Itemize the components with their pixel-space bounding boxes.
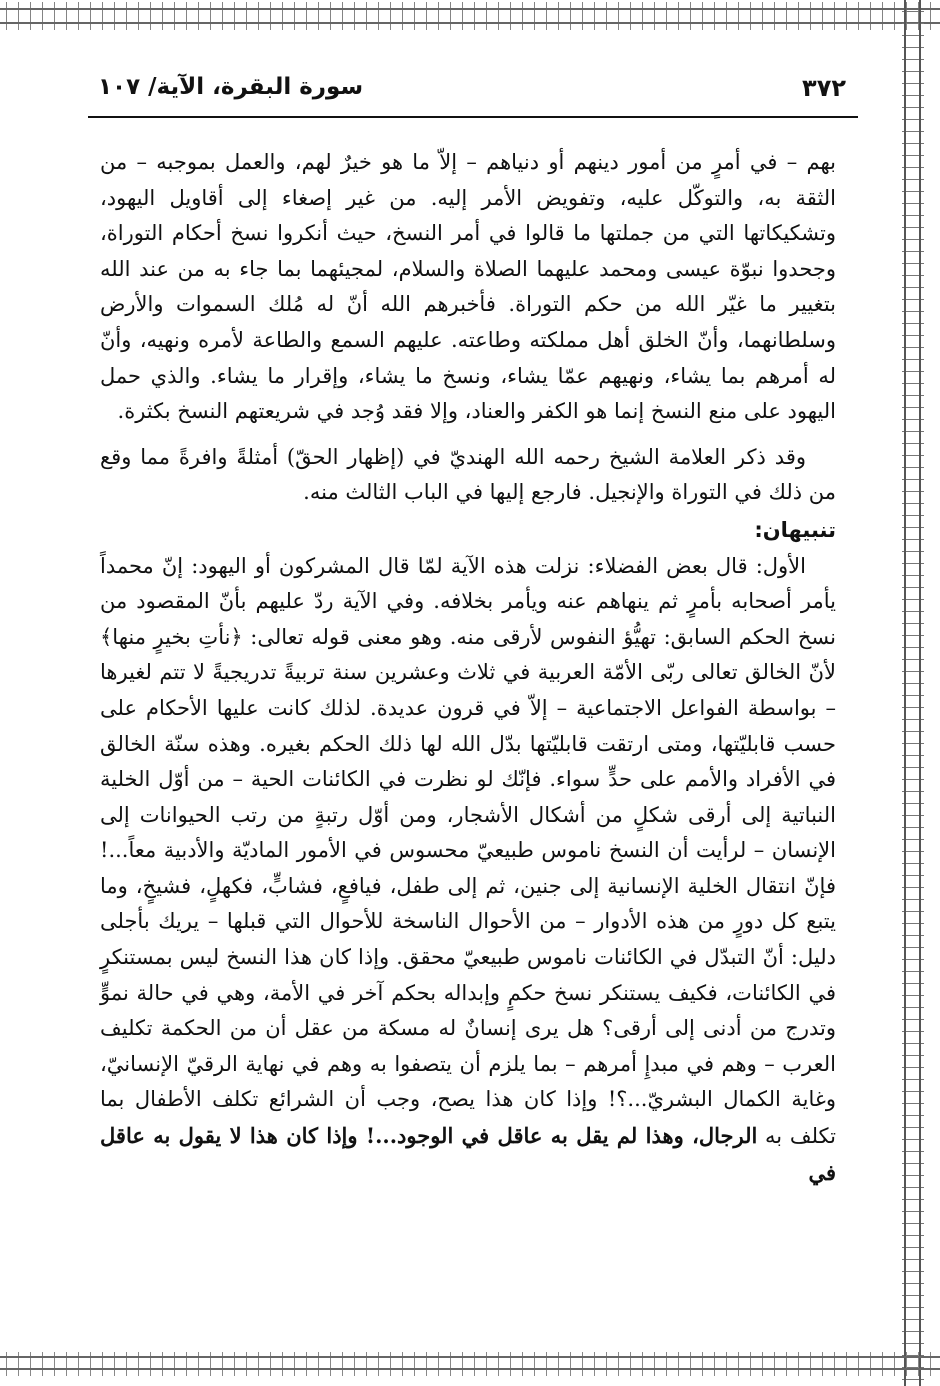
page-header: [88, 70, 858, 118]
paragraph-3: [100, 549, 836, 1192]
page-body: [100, 145, 836, 1191]
decorative-bottom-border: [0, 1352, 940, 1376]
decorative-right-border: [902, 0, 924, 1386]
paragraph-3-text: الأول: قال بعض الفضلاء: نزلت هذه الآية لمّا قال المشركون أو اليهود: إنّ محمداً يأمر أصحابه بأمرٍ ثم ينهاهم عنه ويأمر بخلافه. وفي الآية ردّ عليهم بأنّ المقصود من نسخ الحكم السابق: تهيُّؤ النفوس لأرقى منه. وهو معنى قوله تعالى: ﴿نأتِ بخيرٍ منها﴾ لأنّ الخالق تعالى ربّى الأمّة العربية في ثلاث وعشرين سنة تربيةً تدريجيةً لا تتم لغيرها – بواسطة الفواعل الاجتماعية – إلاّ في قرون عديدة. لذلك كانت عليها الأحكام على حسب قابليّتها، ومتى ارتقت قابليّتها بدّل الله لها ذلك الحكم بغيره. وهذه سنّة الخالق في الأفراد والأمم على حدٍّ سواء. فإنّك لو نظرت في الكائنات الحية – من أوّل الخلية النباتية إلى أرقى شكلٍ من أشكال الأشجار، ومن أوّل رتبةٍ من رتب الحيوانات إلى الإنسان – لرأيت أن النسخ ناموس طبيعيّ محسوس في الأمور الماديّة والأدبية معاً...! فإنّ انتقال الخلية الإنسانية إلى جنين، ثم إلى طفل، فيافعٍ، فشابٍّ، فكهلٍ، فشيخٍ، وما يتبع كل دورٍ من هذه الأدوار – من الأحوال الناسخة للأحوال التي قبلها – يريك بأجلى دليل: أنّ التبدّل في الكائنات ناموس طبيعيّ محقق. وإذا كان هذا النسخ ليس بمستنكرٍ في الكائنات، فكيف يستنكر نسخ حكمٍ وإبداله بحكم آخر في الأمة، وهي في حالة نموٍّ وتدرج من أدنى إلى أرقى؟ هل يرى إنسانٌ له مسكة من عقل أن من الحكمة تكليف العرب – وهم في مبدإِ أمرهم – بما يلزم أن يتصفوا به وهم في نهاية الرقيّ الإنسانيّ، وغاية الكمال البشريّ...؟! وإذا كان هذا يصح، وجب أن الشرائع تكلف الأطفال بما تكلف به: [100, 553, 836, 1149]
page-number: ٣٧٢: [802, 74, 846, 102]
paragraph-3-bold-tail: الرجال، وهذا لم يقل به عاقل في الوجود...! وإذا كان هذا لا يقول به عاقل في: [100, 1123, 836, 1185]
decorative-top-border: [0, 2, 940, 30]
paragraph-1: بهم – في أمرٍ من أمور دينهم أو دنياهم – إلاّ ما هو خيرٌ لهم، والعمل بموجبه – من الثقة به، والتوكّل عليه، وتفويض الأمر إليه. من غير إصغاء إلى أقاويل اليهود، وتشكيكاتها التي من جملتها ما قالوا في أمر النسخ، حيث أنكروا نسخ أحكام التوراة، وجحدوا نبوّة عيسى ومحمد عليهما الصلاة والسلام، لمجيئهما بما جاء به من عند الله بتغيير ما غيّر الله من حكم التوراة. فأخبرهم الله أنّ له مُلك السموات والأرض وسلطانهما، وأنّ الخلق أهل مملكته وطاعته. عليهم السمع والطاعة لأمره ونهيه، وأنّ له أمرهم بما يشاء، ونهيهم عمّا يشاء، ونسخ ما يشاء، وإقرار ما يشاء. والذي حمل اليهود على منع النسخ إنما هو الكفر والعناد، وإلا فقد وُجد في شريعتهم النسخ بكثرة.: [100, 150, 836, 424]
section-heading: تنبيهان:: [754, 517, 836, 542]
surah-reference: سورة البقرة، الآية/ ١٠٧: [98, 74, 364, 100]
paragraph-2: وقد ذكر العلامة الشيخ رحمه الله الهنديّ في (إظهار الحقّ) أمثلةً وافرةً مما وقع من ذلك في التوراة والإنجيل. فارجع إليها في الباب الثالث منه.: [100, 444, 836, 505]
